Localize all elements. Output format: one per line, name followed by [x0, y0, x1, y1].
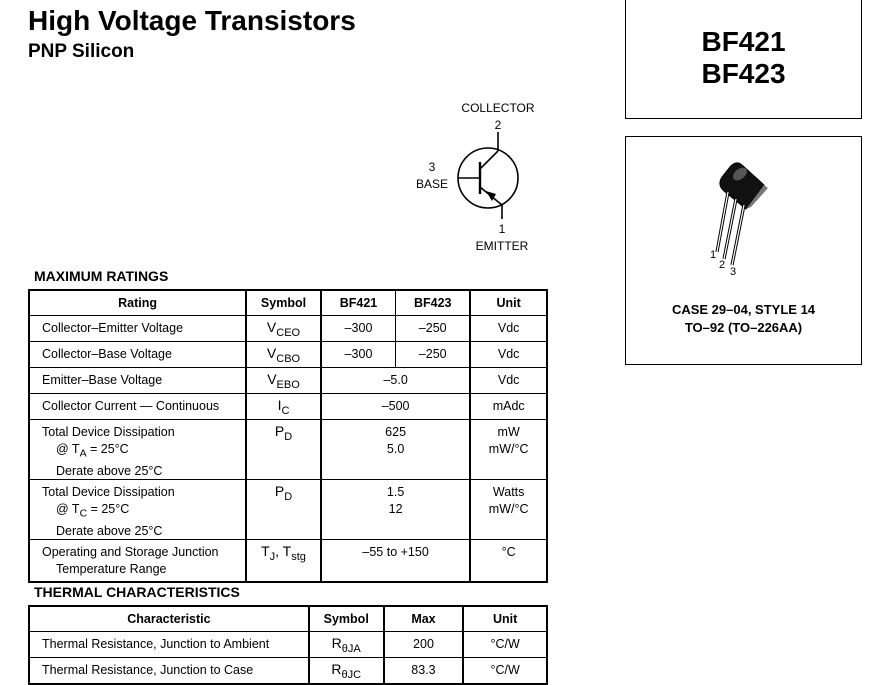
- value-cell: –300: [321, 342, 396, 368]
- base-pin: 3: [428, 160, 436, 174]
- table-header-row: [29, 290, 547, 316]
- symbol-cell: $T_J$, $T_{stg}$: [246, 540, 321, 582]
- thermal-table: [28, 605, 548, 685]
- table-row: [29, 480, 547, 540]
- value-cell: –55 to +150: [321, 540, 470, 582]
- collector-label: COLLECTOR: [461, 101, 535, 115]
- col-max: Max: [384, 606, 464, 632]
- emitter-pin: 1: [498, 222, 506, 236]
- value-cell: 1.5 12: [321, 480, 470, 540]
- thermal-heading: THERMAL CHARACTERISTICS: [34, 584, 240, 600]
- col-unit: Unit: [463, 606, 547, 632]
- unit-cell: Vdc: [470, 316, 547, 342]
- part-number-box: [625, 0, 862, 119]
- symbol-cell: $P_D$: [246, 420, 321, 480]
- unit-cell: °C/W: [463, 658, 547, 684]
- col-characteristic: Characteristic: [29, 606, 309, 632]
- col-bf423: BF423: [396, 290, 471, 316]
- symbol-cell: $I_C$: [246, 394, 321, 420]
- package-pin-1: 1: [709, 249, 717, 261]
- rating-cell: Operating and Storage Junction Temperature Range: [29, 540, 246, 582]
- pnp-transistor-symbol-icon: [400, 95, 560, 260]
- unit-cell: °C: [470, 540, 547, 582]
- symbol-cell: $V_{CEO}$: [246, 316, 321, 342]
- table-row: [29, 658, 547, 684]
- symbol-cell: $V_{EBO}$: [246, 368, 321, 394]
- part-number-1: BF421: [701, 26, 786, 57]
- unit-cell: Vdc: [470, 368, 547, 394]
- unit-cell: °C/W: [463, 632, 547, 658]
- unit-cell: Vdc: [470, 342, 547, 368]
- case-line-1: CASE 29–04, STYLE 14: [671, 302, 816, 317]
- table-row: [29, 420, 547, 480]
- value-cell: 625 5.0: [321, 420, 470, 480]
- symbol-cell: $R_{\theta JA}$: [309, 632, 384, 658]
- base-label: BASE: [415, 177, 449, 191]
- collector-pin: 2: [494, 118, 502, 132]
- table-row: [29, 632, 547, 658]
- collector-line: [480, 151, 498, 169]
- package-pin-2: 2: [718, 259, 726, 271]
- rating-cell: Collector–Emitter Voltage: [29, 316, 246, 342]
- value-cell: –5.0: [321, 368, 470, 394]
- package-box: [625, 136, 862, 365]
- max-cell: 83.3: [384, 658, 464, 684]
- rating-cell: Total Device Dissipation @ $T_A = 25^\circ C$ Derate above 25°C: [29, 420, 246, 480]
- table-row: [29, 368, 547, 394]
- page-subtitle: PNP Silicon: [28, 41, 135, 62]
- table-row: [29, 394, 547, 420]
- symbol-cell: $V_{CBO}$: [246, 342, 321, 368]
- rating-cell: Collector–Base Voltage: [29, 342, 246, 368]
- col-rating: Rating: [29, 290, 246, 316]
- max-ratings-heading: MAXIMUM RATINGS: [34, 268, 169, 284]
- symbol-cell: $R_{\theta JC}$: [309, 658, 384, 684]
- rating-cell: Emitter–Base Voltage: [29, 368, 246, 394]
- table-header-row: [29, 606, 547, 632]
- case-line-2: TO–92 (TO–226AA): [684, 320, 803, 335]
- value-cell: –250: [396, 316, 471, 342]
- max-ratings-table: [28, 289, 548, 583]
- page-title: High Voltage Transistors: [28, 5, 356, 36]
- unit-cell: mAdc: [470, 394, 547, 420]
- col-bf421: BF421: [321, 290, 396, 316]
- value-cell: –500: [321, 394, 470, 420]
- part-number-2: BF423: [701, 58, 786, 89]
- symbol-cell: $P_D$: [246, 480, 321, 540]
- unit-cell: mW mW/°C: [470, 420, 547, 480]
- col-symbol: Symbol: [246, 290, 321, 316]
- rating-cell: Total Device Dissipation @ $T_C = 25^\circ C$ Derate above 25°C: [29, 480, 246, 540]
- to-92-package-icon: [706, 155, 786, 285]
- unit-cell: Watts mW/°C: [470, 480, 547, 540]
- emitter-label: EMITTER: [475, 239, 529, 253]
- col-unit: Unit: [470, 290, 547, 316]
- value-cell: –300: [321, 316, 396, 342]
- table-row: [29, 540, 547, 582]
- package-pin-3: 3: [729, 266, 737, 278]
- col-symbol: Symbol: [309, 606, 384, 632]
- characteristic-cell: Thermal Resistance, Junction to Case: [29, 658, 309, 684]
- table-row: [29, 342, 547, 368]
- characteristic-cell: Thermal Resistance, Junction to Ambient: [29, 632, 309, 658]
- rating-cell: Collector Current — Continuous: [29, 394, 246, 420]
- max-cell: 200: [384, 632, 464, 658]
- value-cell: –250: [396, 342, 471, 368]
- table-row: [29, 316, 547, 342]
